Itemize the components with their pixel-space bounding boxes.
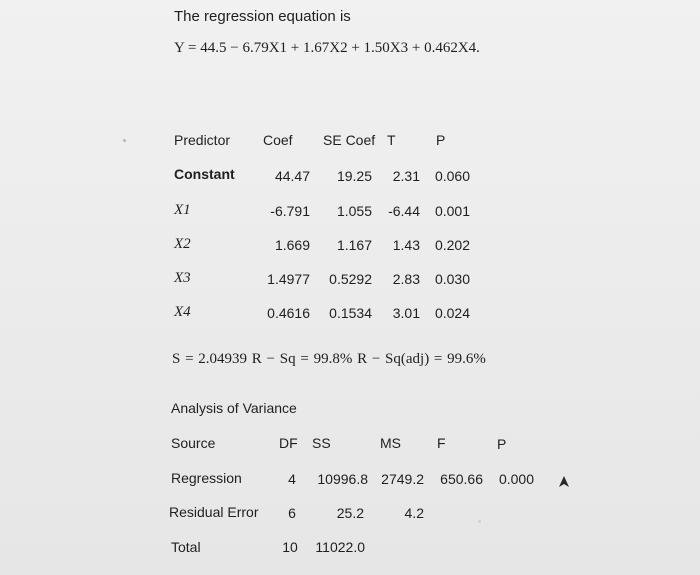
fit-statistics: S = 2.04939 R − Sq = 99.8% R − Sq(adj) = 99.6% xyxy=(172,351,486,367)
coef-cell: 44.47 xyxy=(274,168,310,184)
regression-equation: Y = 44.5 − 6.79X1 + 1.67X2 + 1.50X3 + 0.462X4. xyxy=(174,40,480,56)
header-source: Source xyxy=(171,435,216,451)
p-cell: 0.000 xyxy=(498,471,534,487)
coef-cell: 0.4616 xyxy=(267,305,310,321)
predictor-cell: X3 xyxy=(174,270,191,286)
se-coef-cell: 1.055 xyxy=(336,203,372,219)
f-cell: 650.66 xyxy=(440,471,483,487)
ss-cell: 11022.0 xyxy=(315,539,365,555)
df-cell: 10 xyxy=(282,539,298,555)
anova-title: Analysis of Variance xyxy=(171,400,297,416)
predictor-cell: X2 xyxy=(174,236,191,252)
header-predictor: Predictor xyxy=(174,132,231,148)
p-cell: 0.030 xyxy=(434,271,470,287)
p-cell: 0.024 xyxy=(434,305,470,321)
header-df: DF xyxy=(279,435,298,451)
df-cell: 4 xyxy=(288,471,296,487)
dust-speck xyxy=(478,520,481,523)
se-coef-cell: 0.1534 xyxy=(329,305,372,321)
header-p: P xyxy=(497,436,507,452)
p-cell: 0.060 xyxy=(434,168,470,184)
predictor-cell: X1 xyxy=(174,202,191,218)
source-cell: Regression xyxy=(171,470,242,486)
t-cell: -6.44 xyxy=(388,203,420,219)
header-ms: MS xyxy=(380,435,401,451)
se-coef-cell: 1.167 xyxy=(336,237,372,253)
source-cell: Residual Error xyxy=(169,504,259,520)
header-coef: Coef xyxy=(263,132,293,148)
predictor-cell: X4 xyxy=(174,304,191,320)
coef-cell: 1.669 xyxy=(274,237,310,253)
t-cell: 3.01 xyxy=(392,305,420,321)
ms-cell: 4.2 xyxy=(404,505,424,521)
p-cell: 0.001 xyxy=(434,203,470,219)
header-ss: SS xyxy=(312,435,331,451)
ss-cell: 10996.8 xyxy=(317,471,368,487)
t-cell: 2.83 xyxy=(392,271,420,287)
header-t: T xyxy=(387,132,396,148)
t-cell: 2.31 xyxy=(392,168,420,184)
df-cell: 6 xyxy=(288,505,296,521)
mouse-pointer-icon xyxy=(558,476,570,488)
coef-cell: -6.791 xyxy=(270,203,310,219)
p-cell: 0.202 xyxy=(434,237,470,253)
header-f: F xyxy=(437,435,446,451)
source-cell: Total xyxy=(171,539,201,555)
se-coef-cell: 19.25 xyxy=(336,168,372,184)
coef-cell: 1.4977 xyxy=(267,271,310,287)
header-p: P xyxy=(436,132,446,148)
se-coef-cell: 0.5292 xyxy=(329,271,372,287)
ms-cell: 2749.2 xyxy=(381,471,424,487)
t-cell: 1.43 xyxy=(392,237,420,253)
predictor-cell: Constant xyxy=(174,166,235,182)
header-se-coef: SE Coef xyxy=(323,132,376,148)
regression-heading: The regression equation is xyxy=(174,8,351,25)
dust-speck xyxy=(123,139,126,142)
ss-cell: 25.2 xyxy=(336,505,364,521)
